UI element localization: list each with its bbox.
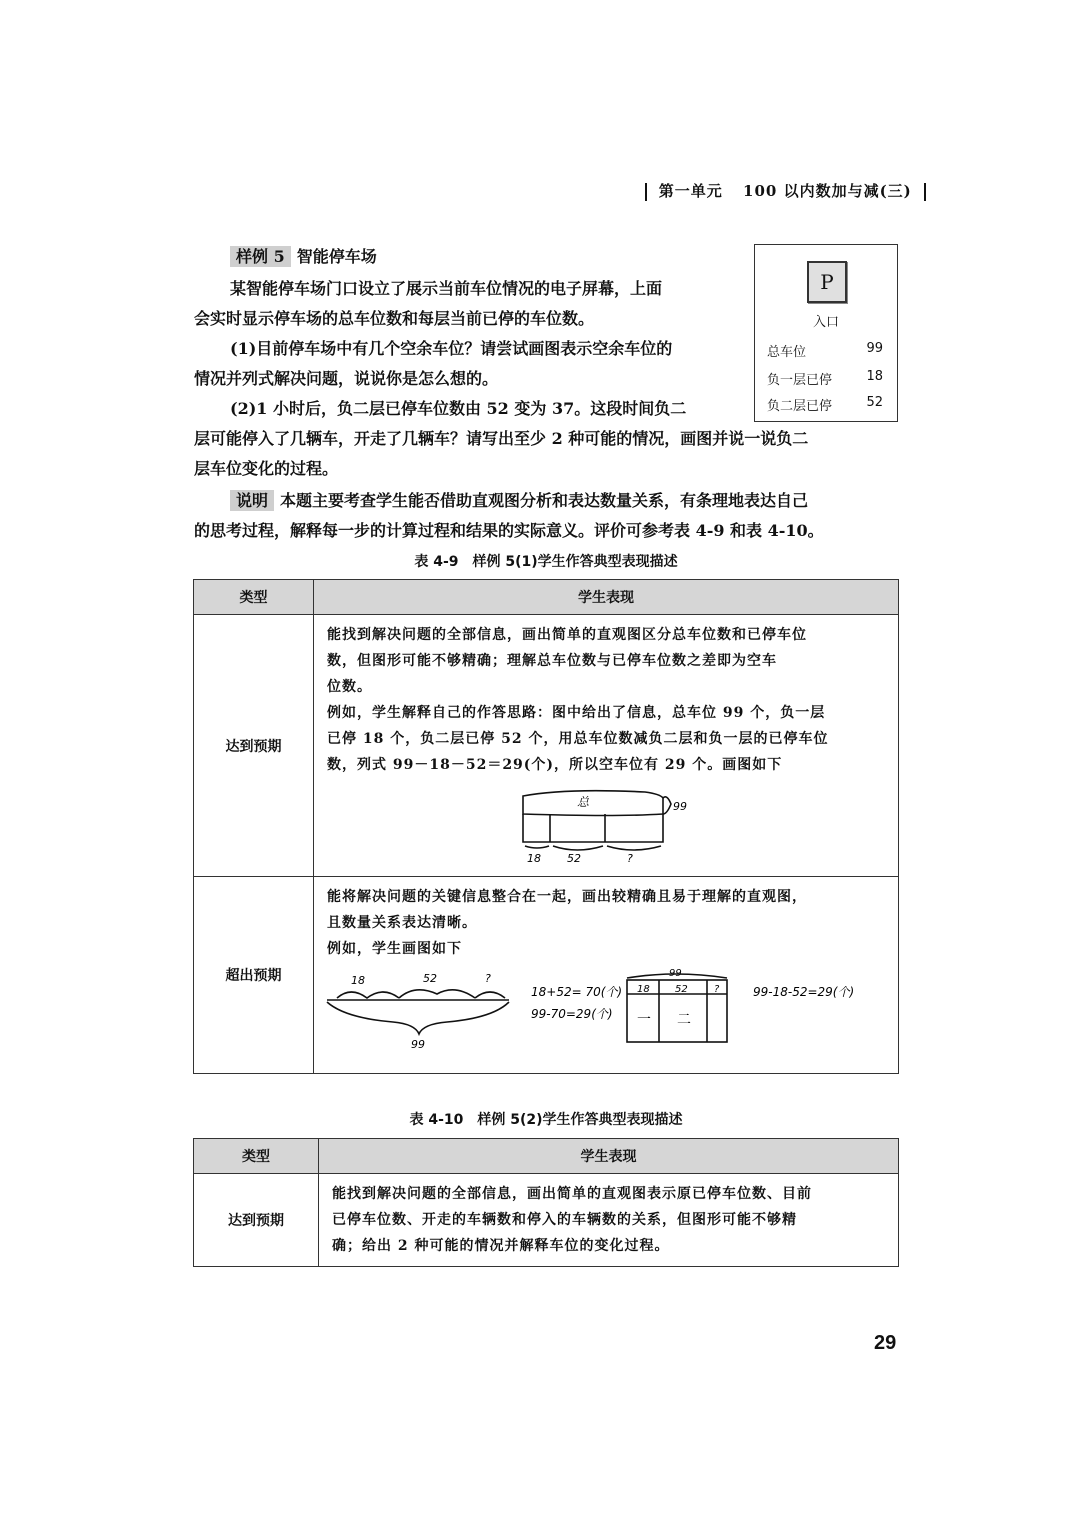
text-line: 例如，学生解释自己的作答思路：图中给出了信息，总车位 99 个，负一层	[327, 705, 826, 721]
sketch-parts-bar	[523, 814, 663, 842]
sign-row-value: 52	[866, 395, 883, 410]
sketch-label-99: 99	[673, 800, 687, 813]
sketch-label-52: 52	[567, 852, 581, 865]
text-line: 能将解决问题的关键信息整合在一起，画出较精确且易于理解的直观图，	[327, 889, 807, 905]
sign-row-label: 总车位	[767, 345, 807, 360]
page-number: 29	[874, 1332, 897, 1354]
sign-row-b1	[767, 369, 883, 388]
sketch2-label-99: 99	[411, 1038, 425, 1051]
text-line: 已停 18 个，负二层已停 52 个，用总车位数减负二层和负一层的已停车位	[327, 731, 829, 747]
table2-caption: 表 4-10 样例 5(2)学生作答典型表现描述	[409, 1112, 683, 1128]
sketch2-label-b1: 一	[637, 1012, 651, 1028]
table-4-9	[193, 579, 899, 1074]
example-tag: 样例 5	[230, 246, 291, 267]
header-unit: 第一单元	[658, 182, 723, 200]
sketch-total-bar	[523, 791, 663, 816]
problem-line-1: 某智能停车场门口设立了展示当前车位情况的电子屏幕，上面	[230, 279, 663, 298]
sketch2-label-b2: 二	[677, 1012, 691, 1028]
text-line: 且数量关系表达清晰。	[327, 915, 477, 931]
sketch2-eq-3: 99-18-52=29(个)	[753, 985, 855, 999]
header-bar-right	[924, 183, 926, 201]
table2-perf-meets	[319, 1174, 899, 1267]
sketch-brace-top-18	[337, 992, 399, 998]
table2-perf-meets-text	[320, 1175, 897, 1265]
example-heading	[230, 242, 377, 272]
sketch-brace-18	[525, 846, 549, 848]
sketch-exceeds	[315, 968, 897, 1072]
sketch2-label-q: ?	[485, 972, 491, 985]
note-tag: 说明	[230, 490, 274, 511]
text-line: 能找到解决问题的全部信息，画出简单的直观图区分总车位数和已停车位	[327, 627, 807, 643]
table2-row-meets	[194, 1174, 899, 1267]
sketch2-eq-2: 99-70=29(个)	[531, 1007, 613, 1021]
sign-row-label: 负一层已停	[767, 373, 833, 388]
sketch2-rect-99: 99	[669, 968, 682, 979]
note-line-1	[230, 486, 808, 516]
parking-sign	[754, 244, 898, 422]
example-title: 智能停车场	[296, 247, 377, 266]
sign-row-value: 99	[866, 341, 883, 356]
sketch2-label-18: 18	[351, 974, 365, 987]
sketch-exceeds-shapes	[327, 974, 727, 1042]
table1-perf-exceeds-text	[315, 878, 897, 968]
parking-p-icon: P	[807, 261, 847, 303]
table1-row-exceeds	[194, 877, 899, 1074]
question-1-line-2: 情况并列式解决问题，说说你是怎么想的。	[194, 369, 499, 388]
table1-col-performance: 学生表现	[314, 580, 899, 615]
table2-type-meets: 达到预期	[194, 1174, 319, 1267]
question-1-line-1: (1)目前停车场中有几个空余车位？请尝试画图表示空余车位的	[230, 339, 673, 358]
sketch-brace-bottom	[327, 1002, 509, 1034]
table1-col-type: 类型	[194, 580, 314, 615]
running-header	[639, 180, 932, 201]
table1-perf-meets	[314, 615, 899, 877]
sign-row-label: 负二层已停	[767, 399, 833, 414]
sketch-label-18: 18	[527, 852, 541, 865]
question-2-line-1: (2)1 小时后，负二层已停车位数由 52 变为 37。这段时间负二	[230, 399, 687, 418]
table1-row-meets	[194, 615, 899, 877]
sketch-brace-52	[553, 846, 603, 850]
sketch-label-total: 总	[577, 795, 590, 809]
text-line: 能找到解决问题的全部信息，画出简单的直观图表示原已停车位数、目前	[332, 1186, 812, 1202]
table2-col-type: 类型	[194, 1139, 319, 1174]
text-line: 数，列式 99－18－52＝29(个)，所以空车位有 29 个。画图如下	[327, 757, 783, 773]
sketch2-rect-18: 18	[637, 984, 650, 995]
text-line: 数，但图形可能不够精确；理解总车位数与已停车位数之差即为空车	[327, 653, 777, 669]
sketch2-eq-1: 18+52= 70(个)	[531, 985, 623, 999]
sign-row-total	[767, 341, 883, 360]
sketch2-rect-q: ?	[714, 984, 720, 995]
sign-entry-label: 入口	[812, 315, 839, 330]
table1-perf-exceeds	[314, 877, 899, 1074]
text-line: 位数。	[327, 679, 372, 695]
sketch-brace-top-q	[475, 992, 505, 998]
sign-row-b2	[767, 395, 883, 414]
sketch-total-cap	[663, 797, 671, 814]
sketch-brace-top-52	[399, 990, 475, 998]
text-line: 已停车位数、开走的车辆数和停入的车辆数的关系，但图形可能不够精	[332, 1212, 797, 1228]
sketch-meets-shapes	[523, 791, 671, 850]
table2-col-performance: 学生表现	[319, 1139, 899, 1174]
table1-type-meets: 达到预期	[194, 615, 314, 877]
header-bar-left	[645, 183, 647, 201]
note-text-a: 本题主要考查学生能否借助直观图分析和表达数量关系，有条理地表达自己	[280, 491, 809, 510]
sketch-label-q: ?	[627, 852, 633, 865]
text-line: 例如，学生画图如下	[327, 941, 462, 957]
sign-row-value: 18	[866, 369, 883, 384]
table1-perf-meets-text	[315, 616, 897, 784]
header-title: 100 以内数加与减(三)	[743, 182, 912, 200]
question-2-line-3: 层车位变化的过程。	[194, 459, 339, 478]
table-4-10	[193, 1138, 899, 1267]
text-line: 确；给出 2 种可能的情况并解释车位的变化过程。	[332, 1238, 670, 1254]
problem-line-2: 会实时显示停车场的总车位数和每层当前已停的车位数。	[194, 309, 595, 328]
sketch2-rect-52: 52	[675, 984, 688, 995]
table1-caption: 表 4-9 样例 5(1)学生作答典型表现描述	[414, 554, 678, 570]
table1-type-exceeds: 超出预期	[194, 877, 314, 1074]
sketch-brace-q	[607, 846, 661, 850]
sketch2-label-52: 52	[423, 972, 437, 985]
sketch-meets	[315, 784, 897, 866]
note-line-2: 的思考过程，解释每一步的计算过程和结果的实际意义。评价可参考表 4-9 和表 4-10。	[194, 521, 824, 540]
question-2-line-2: 层可能停入了几辆车，开走了几辆车？请写出至少 2 种可能的情况，画图并说一说负二	[194, 429, 809, 448]
